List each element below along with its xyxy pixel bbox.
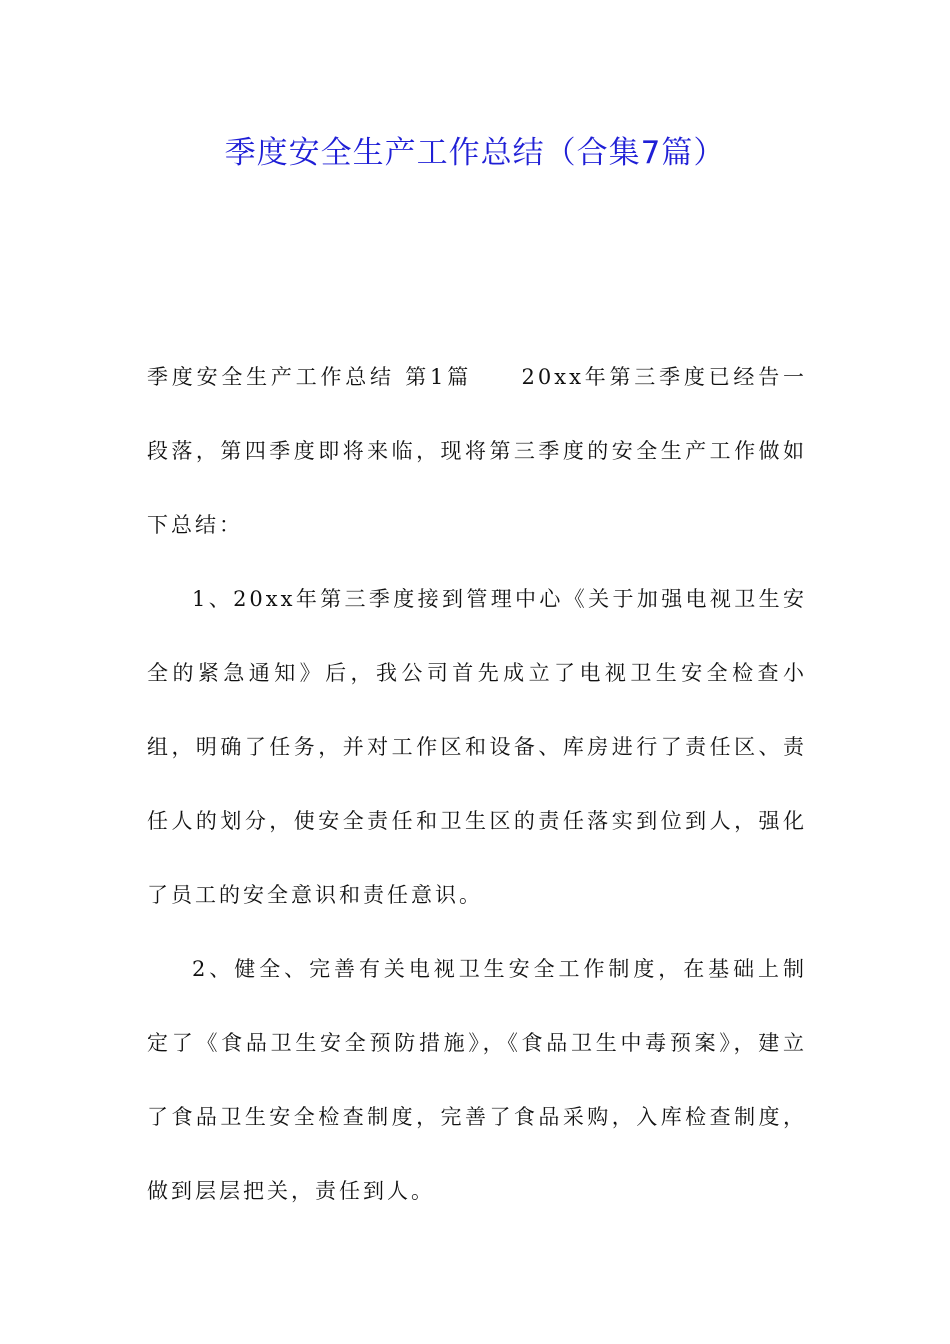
document-title: 季度安全生产工作总结（合集7篇） — [224, 135, 726, 171]
document-body — [147, 340, 807, 1228]
paragraph-item-2: 2、健全、完善有关电视卫生安全工作制度，在基础上制定了《食品卫生安全预防措施》，《食品卫生中毒预案》，建立了食品卫生安全检查制度，完善了食品采购，入库检查制度，做到层层把关，责任到人。 — [147, 957, 807, 1203]
paragraph-item-1: 1、20xx年第三季度接到管理中心《关于加强电视卫生安全的紧急通知》后，我公司首先成立了电视卫生安全检查小组，明确了任务，并对工作区和设备、库房进行了责任区、责任人的划分，使安全责任和卫生区的责任落实到位到人，强化了员工的安全意识和责任意识。 — [147, 587, 807, 907]
paragraph-intro: 季度安全生产工作总结 第1篇 20xx年第三季度已经告一段落，第四季度即将来临，现将第三季度的安全生产工作做如下总结： — [147, 365, 807, 537]
